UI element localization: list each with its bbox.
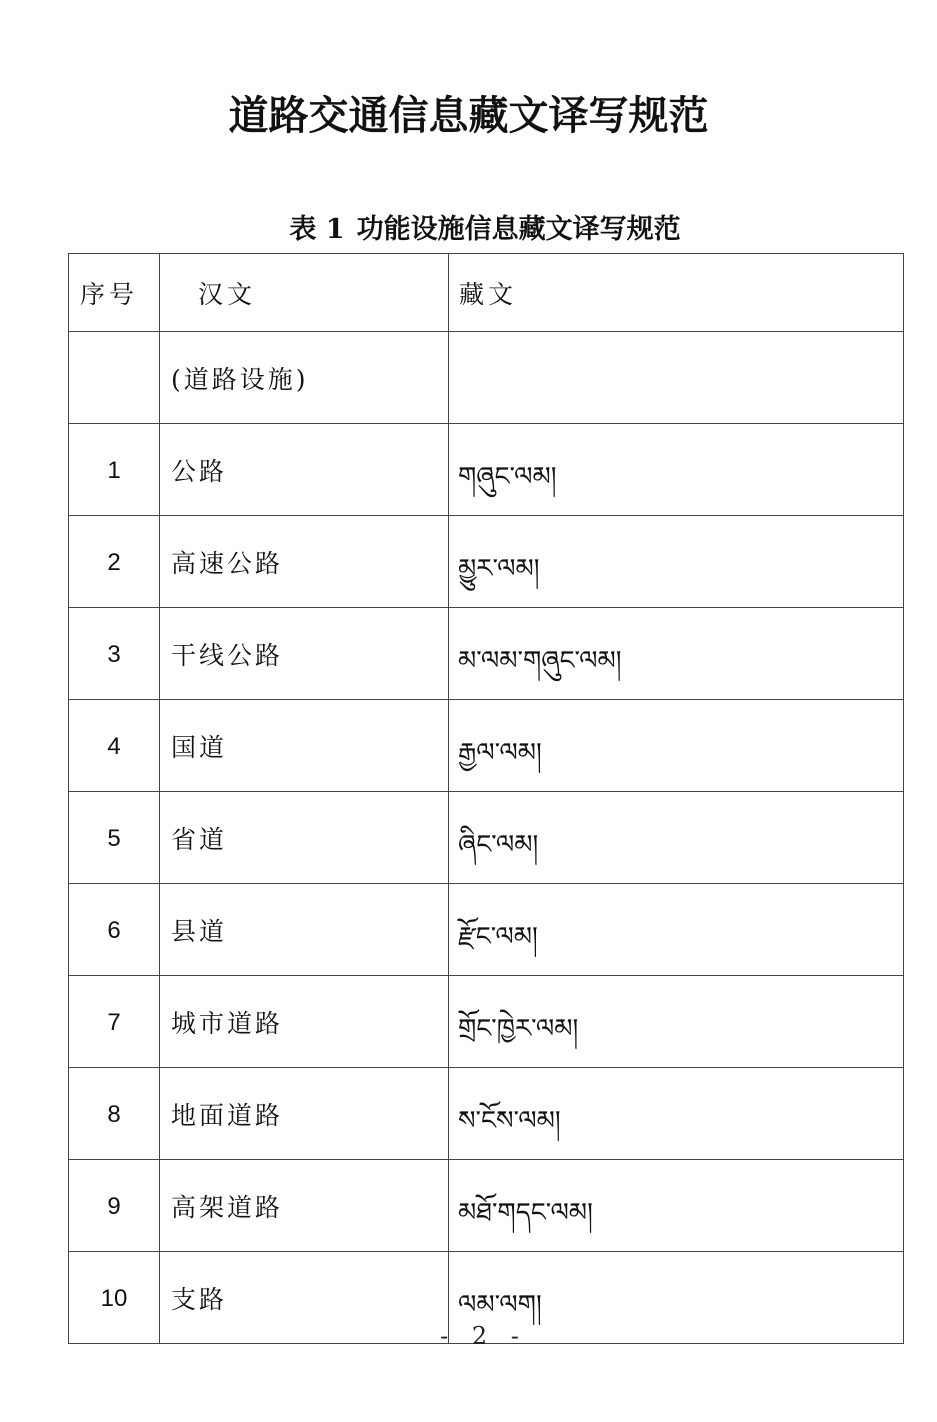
row-chinese: 公路	[160, 424, 449, 516]
table-row	[69, 1068, 904, 1160]
row-chinese: 省道	[160, 792, 449, 884]
table-row	[69, 792, 904, 884]
row-seq: 4	[69, 700, 160, 792]
document-title: 道路交通信息藏文译写规范	[228, 92, 709, 139]
table-row	[69, 976, 904, 1068]
table-row	[69, 424, 904, 516]
row-seq: 9	[69, 1160, 160, 1252]
row-tibetan: གཞུང་ལམ།	[449, 424, 904, 516]
row-seq: 6	[69, 884, 160, 976]
row-seq: 7	[69, 976, 160, 1068]
table-row	[69, 608, 904, 700]
table-row	[69, 516, 904, 608]
header-seq: 序号	[69, 254, 160, 332]
row-tibetan: རྒྱལ་ལམ།	[449, 700, 904, 792]
row-seq: 1	[69, 424, 160, 516]
row-tibetan: གྲོང་ཁྱེར་ལམ།	[449, 976, 904, 1068]
table-header-row	[69, 254, 904, 332]
table-section-row	[69, 332, 904, 424]
row-tibetan: མཐོ་གདང་ལམ།	[449, 1160, 904, 1252]
table-caption-title: 功能设施信息藏文译写规范	[356, 214, 681, 245]
row-seq: 8	[69, 1068, 160, 1160]
row-seq: 3	[69, 608, 160, 700]
row-chinese: 地面道路	[160, 1068, 449, 1160]
row-chinese: 县道	[160, 884, 449, 976]
row-tibetan: ཞིང་ལམ།	[449, 792, 904, 884]
table-row	[69, 700, 904, 792]
section-chinese: (道路设施)	[160, 332, 449, 424]
section-seq	[69, 332, 160, 424]
row-tibetan: ས་ངོས་ལམ།	[449, 1068, 904, 1160]
table-row	[69, 884, 904, 976]
translation-spec-table	[68, 253, 904, 1344]
header-tibetan: 藏文	[449, 254, 904, 332]
page-number: - 2 -	[440, 1322, 527, 1350]
row-tibetan: མྱུར་ལམ།	[449, 516, 904, 608]
row-chinese: 高速公路	[160, 516, 449, 608]
row-chinese: 城市道路	[160, 976, 449, 1068]
row-seq: 10	[69, 1252, 160, 1344]
row-seq: 5	[69, 792, 160, 884]
table-caption-number: 表 1	[289, 214, 345, 245]
row-chinese: 高架道路	[160, 1160, 449, 1252]
row-chinese: 支路	[160, 1252, 449, 1344]
header-chinese: 汉文	[160, 254, 449, 332]
section-tibetan	[449, 332, 904, 424]
table-row	[69, 1160, 904, 1252]
row-chinese: 国道	[160, 700, 449, 792]
row-tibetan: མ་ལམ་གཞུང་ལམ།	[449, 608, 904, 700]
table-caption	[0, 210, 937, 250]
row-chinese: 干线公路	[160, 608, 449, 700]
row-tibetan: རྫོང་ལམ།	[449, 884, 904, 976]
row-tibetan: ལམ་ལག།	[449, 1252, 904, 1344]
row-seq: 2	[69, 516, 160, 608]
